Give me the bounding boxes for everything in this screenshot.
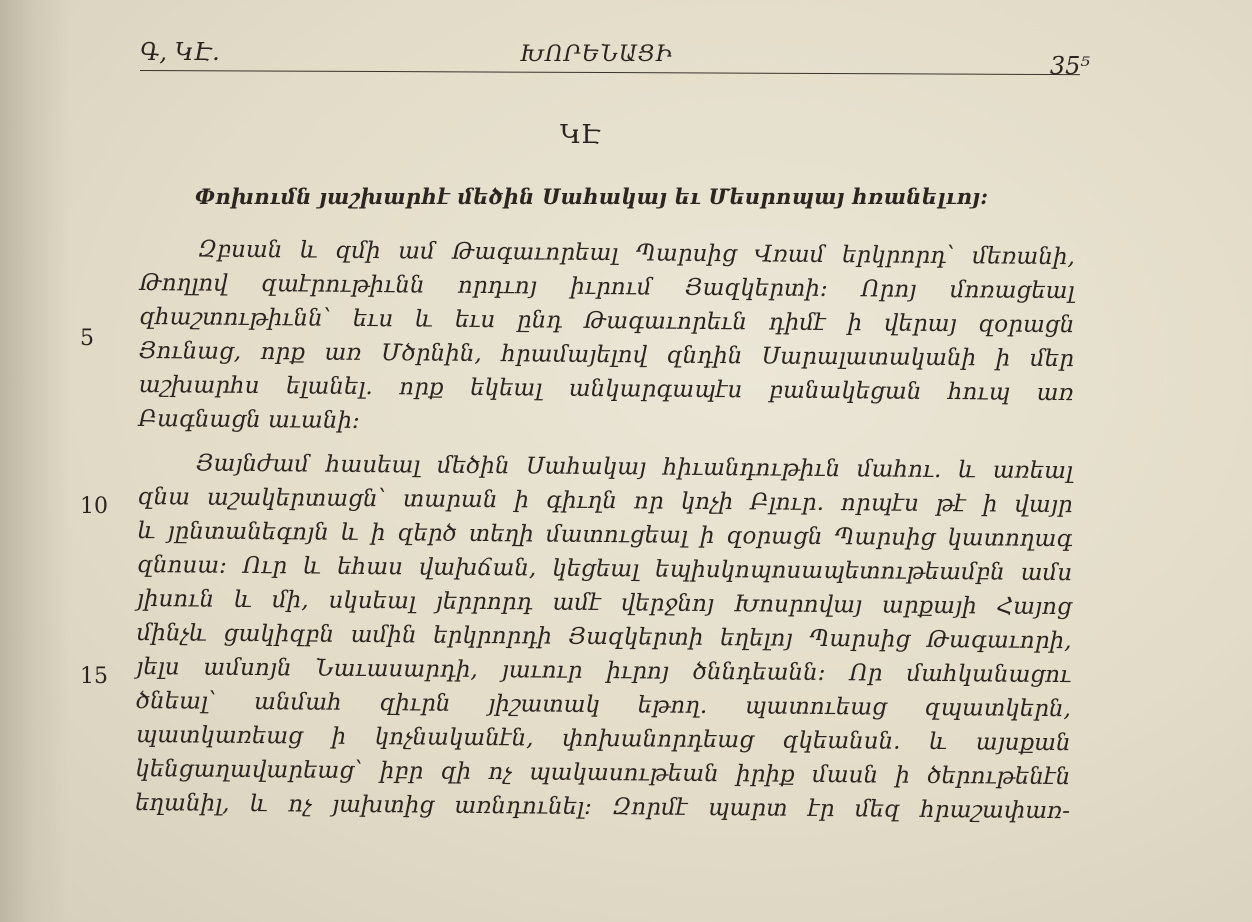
body-text xyxy=(134,236,1075,825)
running-head-chapter: Գ, ԿԷ. xyxy=(140,38,220,66)
chapter-title: Փոխումն յաշխարհէ մեծին Սահակայ եւ Մեսրոպայ հռանելւոյ: xyxy=(195,184,989,209)
text-line: Յայնժամ հասեալ մեծին Սահակայ հիւանդութիւն մահու. և առեալ xyxy=(195,450,1074,485)
line-number: 5 xyxy=(80,326,94,351)
text-line: եղանիլ, և ոչ յախտից առնդունել։ Զորմէ պարտ էր մեզ հրաշափառ- xyxy=(134,789,1071,825)
line-number: 15 xyxy=(80,664,108,689)
text-line: Թողլով զաէրութիւնն որդւոյ իւրում Յազկերտի։ Որոյ մոռացեալ xyxy=(139,269,1075,305)
running-head-author: ԽՈՐԵՆԱՑԻ xyxy=(520,42,674,67)
text-line: կենցաղավարեաց՝ իբր զի ոչ պակասութեան իրիք մասն ի ծերութենէն xyxy=(135,755,1071,791)
text-line: զհաշտութիւնն՝ եւս և եւս ընդ Թագաւորեւն դիմէ ի վերայ զօրացն xyxy=(139,303,1075,339)
binding-shadow xyxy=(0,0,70,922)
text-line: Զբսան և զմի ամ Թագաւորեալ Պարսից Վռամ երկրորդ՝ մեռանի, xyxy=(197,236,1075,271)
text-line: զնոսա։ Ուր և եհաս վախճան, կեցեալ եպիսկոպոսապետութեամբն ամս xyxy=(137,551,1073,587)
text-line: յիսուն և մի, սկսեալ յերրորդ ամէ վերջնոյ Խոսրովայ արքայի Հայոց xyxy=(136,585,1072,621)
text-line: Յունաց, որք առ Մծրնին, հրամայելով զնդին Սարալատականի ի մեր xyxy=(138,337,1075,373)
text-line: աշխարհս ելանել. որք եկեալ անկարգապէս բանակեցան հուպ առ xyxy=(138,371,1074,407)
line-number: 10 xyxy=(80,494,108,519)
chapter-number: ԿԷ xyxy=(560,120,601,150)
text-line: և յընտանեգոյն և ի զերծ տեղի մատուցեալ ի զօրացն Պարսից կատողագ xyxy=(137,517,1073,553)
text-line: ծնեալ՝ անմահ զիւրն յիշատակ եթող. պատուեաց զպատկերն, xyxy=(135,687,1072,723)
text-line: յելս ամսոյն Նաւասարդի, յաւուր իւրոյ ծննդեանն։ Որ մահկանացու xyxy=(136,653,1072,689)
page-number: 35⁵ xyxy=(1049,52,1090,80)
text-line: պատկառեաց ի կոչնականէն, փոխանորդեաց զկեանսն. և այսքան xyxy=(135,721,1071,757)
text-line: Բագնացն աւանի։ xyxy=(138,405,360,434)
text-line: զնա աշակերտացն՝ տարան ի գիւղն որ կոչի Բլուր. որպէս թէ ի վայր xyxy=(137,483,1073,519)
text-line: մինչև ցակիզբն ամին երկրորդի Յազկերտի եղելոյ Պարսից Թագաւորի, xyxy=(136,619,1072,655)
